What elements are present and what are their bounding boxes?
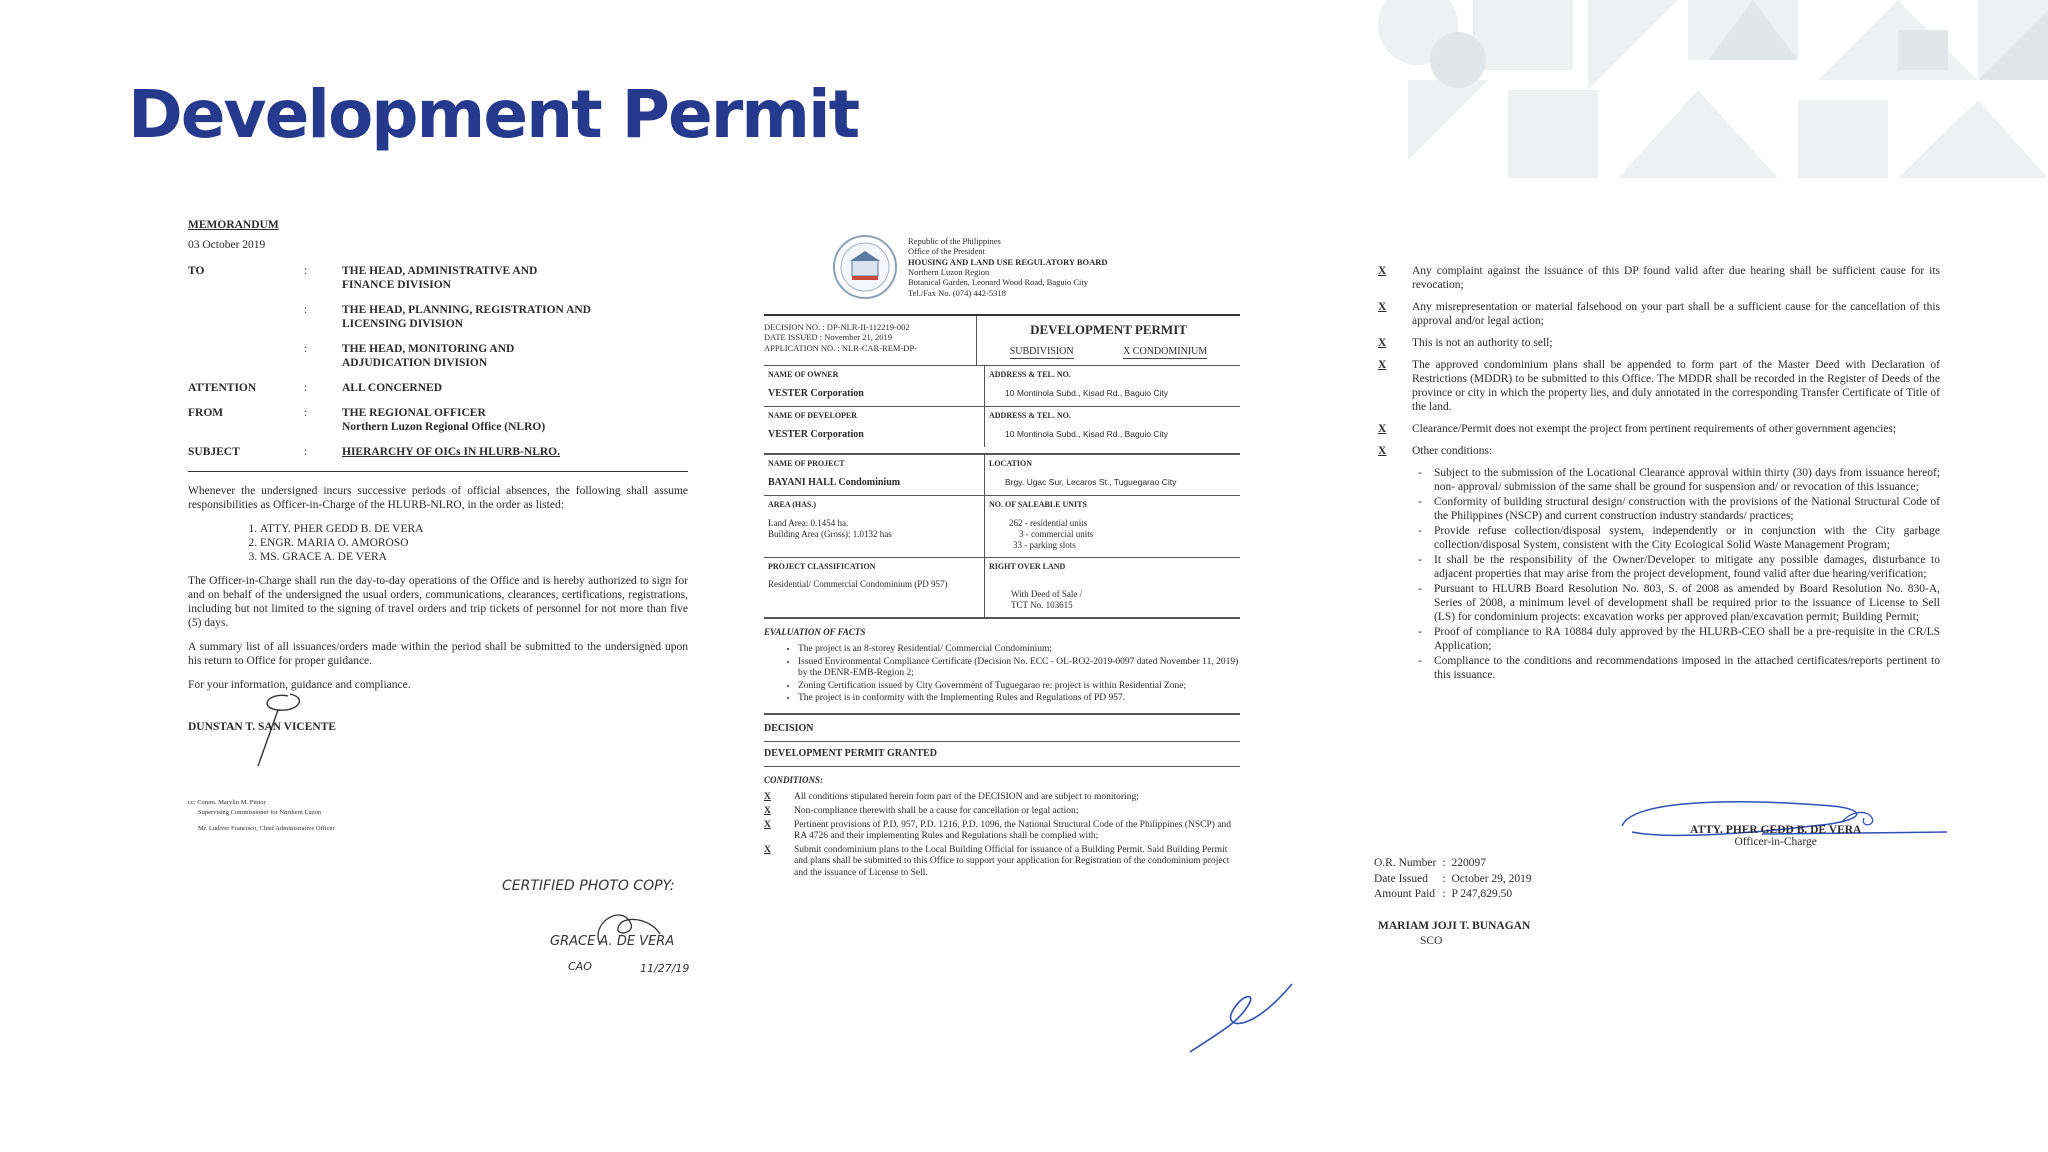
certified-signature-icon (590, 904, 670, 964)
memo-paragraph: The Officer-in-Charge shall run the day-to-day operations of the Office and is hereby authorized to sign for and on behalf of the undersigned the usual orders, communications, clearances, certifications, registrations, including but not limited to the signing of travel orders and trip tickets of personnel for not more than five (5) days. (188, 575, 688, 630)
list-item: • Issued Environmental Compliance Certificate (Decision No. ECC - OL-RO2-2019-0097 dated November 11, 2019) by the DENR-EMB-Region 2; (798, 657, 1240, 680)
decision-no: DECISION NO. : DP-NLR-II-112219-002 (764, 322, 910, 332)
condition-text: Submit condominium plans to the Local Building Official for issuance of a Building Permit. Said Building Permit and plans shall be submitted to this Office to support your application for Registration of the condominium project and the issuance of License to Sell. (794, 844, 1230, 878)
colon: : (304, 446, 308, 459)
memo-signature-block (188, 702, 688, 746)
field-label: NAME OF OWNER (768, 370, 839, 380)
right-over-land: With Deed of Sale / (1011, 589, 1083, 600)
cc-line: cc: Comm. Marylin M. Pintor (188, 799, 266, 807)
condition-item (1378, 422, 1940, 436)
unit-count: 3 - commercial units (1019, 528, 1094, 539)
other-conditions-list (1434, 466, 1940, 682)
memo-from-label: FROM (188, 407, 224, 420)
table-row (1374, 856, 1538, 872)
field-label: NO. OF SALEABLE UNITS (989, 499, 1087, 509)
header-line: Office of the President (908, 246, 986, 257)
check-mark: X (764, 792, 771, 803)
memo-attention-row (188, 381, 688, 395)
decision-section (764, 713, 1240, 879)
memo-signatory: DUNSTAN T. SAN VICENTE (188, 721, 337, 734)
memo-from-1: THE REGIONAL OFFICER (342, 407, 486, 420)
list-item: - Conformity of building structural design/ construction with the provisions of the National Structural Code of the Philippines (NSCP) and current construction industry standards/ practices; (1434, 495, 1940, 523)
list-item: 3. MS. GRACE A. DE VERA (260, 550, 688, 564)
memo-attention: ALL CONCERNED (342, 382, 443, 395)
hlurb-seal-icon (832, 234, 898, 300)
memo-paragraph: For your information, guidance and compliance. (188, 679, 411, 692)
condition-item (764, 820, 1240, 843)
classification-row (764, 557, 1240, 618)
field-label: NAME OF PROJECT (768, 458, 845, 468)
memo-attention-label: ATTENTION (188, 382, 257, 395)
list-item: • The project is an 8-storey Residential/ Commercial Condominium; (798, 644, 1240, 656)
field-label: AREA (HAS.) (768, 499, 817, 509)
certified-role: CAO (568, 960, 592, 973)
memo-to-row-3 (188, 342, 688, 370)
permit-type-options (985, 346, 1232, 359)
permit-ref-numbers (764, 316, 976, 365)
field-label: PROJECT CLASSIFICATION (768, 561, 876, 571)
developer-cell (764, 407, 984, 447)
memo-heading: MEMORANDUM (188, 219, 279, 231)
memo-to-recipient: THE HEAD, ADMINISTRATIVE AND FINANCE DIVISION (342, 265, 538, 292)
owner-row (764, 365, 1240, 406)
units-cell (984, 496, 1240, 557)
location-cell (984, 455, 1240, 495)
check-mark: X (764, 819, 771, 830)
receipt-label: Date Issued (1374, 872, 1428, 885)
list-item: • The project is in conformity with the Implementing Rules and Regulations of PD 957. (798, 693, 1240, 705)
condition-text: This is not an authority to sell; (1412, 337, 1553, 350)
application-no: APPLICATION NO. : NLR-CAR-REM-DP- (764, 342, 918, 353)
project-cell (764, 455, 984, 495)
check-mark: X (1378, 337, 1387, 350)
check-mark: X (1378, 423, 1387, 436)
condition-text: Clearance/Permit does not exempt the project from pertinent requirements of other government agencies; (1412, 423, 1897, 436)
decision-text: DEVELOPMENT PERMIT GRANTED (764, 741, 1240, 760)
memo-date: 03 October 2019 (188, 239, 266, 252)
officer-name: ATTY. PHER GEDD B. DE VERA (1690, 824, 1862, 836)
list-item: - Provide refuse collection/disposal system, independently or in conjunction with the City garbage collection/disposal System, consistent with the City Ecological Solid Waste Management Program; (1434, 524, 1940, 552)
condition-item (1378, 300, 1940, 328)
field-label: NAME OF DEVELOPER (768, 410, 858, 420)
condition-item (1378, 264, 1940, 292)
project-classification: Residential/ Commercial Condominium (PD 957) (768, 579, 948, 590)
condition-item (764, 792, 1240, 804)
building-area: Building Area (Gross): 1.0132 has (768, 528, 892, 539)
condition-text: Any misrepresentation or material falsehood on your part shall be a sufficient cause for the cancellation of this approval and/or legal action; (1412, 301, 1940, 328)
memo-from-2: Northern Luzon Regional Office (NLRO) (342, 421, 546, 434)
list-item: - It shall be the responsibility of the Owner/Developer to mitigate any possible damages, disturbance to adjacent properties that may arise from the project development, found valid after due hearing/verification; (1434, 553, 1940, 581)
colon: : (1442, 888, 1446, 901)
evaluation-section (764, 617, 1240, 705)
section-label: DECISION (764, 723, 814, 735)
condition-text: Other conditions: (1412, 445, 1493, 458)
developer-address: 10 Montinola Subd., Kisad Rd., Baguio City (1005, 428, 1169, 439)
header-line: Botanical Garden, Leonard Wood Road, Baguio City (908, 277, 1088, 288)
table-row (1374, 887, 1538, 903)
option-condominium: X CONDOMINIUM (1123, 346, 1207, 359)
project-location: Brgy. Ugac Sur, Lecaros St., Tuguegarao City (1005, 476, 1177, 487)
field-label: LOCATION (989, 458, 1032, 468)
receipt-table (1374, 856, 1538, 903)
permit-agency-lines (908, 236, 1108, 298)
memo-to-row-2 (188, 303, 688, 331)
list-item: 1. ATTY. PHER GEDD B. DE VERA (260, 522, 688, 536)
memo-subject-label: SUBJECT (188, 446, 240, 459)
officer-role: Officer-in-Charge (1734, 836, 1817, 848)
condition-text: Pertinent provisions of P.D. 957, P.D. 1216, P.D. 1096, the National Structural Code of the Philippines (NSCP) and RA 4726 and their implementing Rules and Regulations shall be complied with; (794, 819, 1231, 842)
table-row (1374, 872, 1538, 888)
clerk-name: MARIAM JOJI T. BUNAGAN (1378, 919, 1531, 932)
conditions-page-document (1378, 264, 1940, 683)
amount-paid: P 247,829.50 (1451, 888, 1513, 901)
payment-receipt (1374, 856, 1538, 950)
field-label: ADDRESS & TEL. NO. (989, 370, 1071, 380)
receipt-label: O.R. Number (1374, 857, 1437, 869)
list-item: - Pursuant to HLURB Board Resolution No. 803, S. of 2008 as amended by Board Resolution No. 830-A, Series of 2008, a minimum level of development shall be required prior to the issuance of License to Sell (LS) for condominium projects: excavation works per approved plan/excavation permit; Building Permit; (1434, 582, 1940, 624)
memo-to-recipient: THE HEAD, MONITORING AND ADJUDICATION DIVISION (342, 343, 515, 370)
developer-row (764, 406, 1240, 447)
memo-subject: HIERARCHY OF OICs IN HLURB-NLRO. (342, 446, 560, 459)
memo-cc (188, 798, 688, 833)
colon: : (304, 304, 308, 317)
check-mark: X (1378, 301, 1387, 314)
right-over-land-cell (984, 558, 1240, 618)
list-item: - Compliance to the conditions and recommendations imposed in the attached certificates/reports pertinent to this issuance. (1434, 654, 1940, 682)
permit-header (764, 232, 1240, 314)
memo-to-recipient: THE HEAD, PLANNING, REGISTRATION AND LICENSING DIVISION (342, 304, 591, 331)
header-line: Northern Luzon Region (908, 267, 990, 278)
development-permit-document (764, 232, 1240, 881)
tct-number: TCT No. 103615 (1011, 600, 1073, 611)
owner-address-cell (984, 366, 1240, 406)
header-line: HOUSING AND LAND USE REGULATORY BOARD (908, 256, 1108, 267)
condition-item (764, 806, 1240, 818)
memo-paragraph: A summary list of all issuances/orders made within the period shall be submitted to the undersigned upon his return to Office for proper guidance. (188, 641, 688, 668)
colon: : (304, 407, 308, 420)
developer-name: VESTER Corporation (768, 428, 864, 440)
memorandum-document (188, 218, 688, 834)
unit-count: 33 - parking slots (1013, 539, 1076, 550)
condition-text: Non-compliance therewith shall be a cause for cancellation or legal action; (794, 805, 1079, 816)
land-area: Land Area: 0.1454 ha. (768, 517, 849, 528)
check-mark: X (1378, 445, 1387, 458)
section-label: EVALUATION OF FACTS (764, 627, 866, 638)
date-issued: October 29, 2019 (1451, 872, 1532, 885)
colon: : (1442, 872, 1446, 885)
cc-line: Mr. Ludiver Francisco, Chief Administrative Officer (198, 824, 335, 832)
certified-name: GRACE A. DE VERA (550, 934, 675, 949)
date-issued: DATE ISSUED : November 21, 2019 (764, 332, 892, 343)
field-label: ADDRESS & TEL. NO. (989, 410, 1071, 420)
colon: : (304, 382, 308, 395)
permit-ref-row (764, 314, 1240, 365)
permit-type (976, 316, 1240, 365)
condition-text: The approved condominium plans shall be appended to form part of the Master Deed with Declaration of Restrictions (MDDR) to be submitted to this Office. The MDDR shall be recorded in the Register of Deeds of the province or city in which the property lies, and duly annotated in the corresponding Transfer Certificate of Title of the land. (1412, 359, 1940, 414)
area-row (764, 495, 1240, 557)
unit-count: 262 - residential units (1009, 517, 1088, 528)
list-item: • Zoning Certification issued by City Government of Tuguegarao re: project is within Residential Zone; (798, 681, 1240, 693)
check-mark: X (764, 844, 771, 855)
colon: : (304, 265, 308, 278)
oic-list (260, 522, 688, 564)
certified-date: 11/27/19 (640, 962, 690, 975)
check-mark: X (1378, 265, 1387, 277)
classification-cell (764, 558, 984, 618)
memo-subject-row (188, 445, 688, 459)
certified-copy-stamp: CERTIFIED PHOTO COPY: (502, 878, 675, 894)
list-item: 2. ENGR. MARIA O. AMOROSO (260, 536, 688, 550)
condition-item (1378, 444, 1940, 458)
memo-to-row-1 (188, 264, 688, 292)
check-mark: X (764, 805, 771, 816)
condition-item (1378, 358, 1940, 414)
condition-text: All conditions stipulated herein form part of the DECISION and are subject to monitoring; (794, 792, 1139, 803)
facts-list (798, 644, 1240, 705)
list-item: - Subject to the submission of the Locational Clearance approval within thirty (30) days from issuance hereof; non- approval/ submission of the same shall be ground for suspension and/ or revocation of this issuance; (1434, 466, 1940, 494)
divider (188, 471, 688, 472)
area-cell (764, 496, 984, 557)
colon: : (1442, 857, 1446, 869)
project-name: BAYANI HALL Condominium (768, 476, 901, 488)
condition-item (1378, 336, 1940, 350)
memo-to-label: TO (188, 265, 205, 278)
page-title: Development Permit (128, 76, 859, 153)
project-row (764, 453, 1240, 495)
condition-item (764, 845, 1240, 880)
header-line: Republic of the Philippines (908, 236, 1001, 246)
receipt-label: Amount Paid (1374, 888, 1436, 901)
condition-text: Any complaint against the issuance of this DP found valid after due hearing shall be sufficient cause for its revocation; (1412, 265, 1940, 292)
clerk-role: SCO (1420, 935, 1443, 948)
memo-paragraph: Whenever the undersigned incurs successive periods of official absences, the following shall assume responsibilities as Officer-in-Charge of the HLURB-NLRO, in the order as listed: (188, 485, 688, 512)
blue-signature-icon (1180, 982, 1300, 1056)
cc-line: Supervising Commissioner for Northern Luzon (198, 809, 322, 817)
colon: : (304, 343, 308, 356)
officer-block (1690, 824, 1861, 848)
section-label: CONDITIONS: (764, 766, 1240, 786)
owner-name: VESTER Corporation (768, 387, 864, 399)
memo-from-row (188, 406, 688, 434)
field-label: RIGHT OVER LAND (989, 561, 1066, 571)
owner-address: 10 Montinola Subd., Kisad Rd., Baguio City (1005, 387, 1169, 398)
or-number: 220097 (1451, 857, 1486, 869)
decorative-pattern (1378, 0, 2048, 178)
option-subdivision: SUBDIVISION (1010, 346, 1074, 359)
owner-cell (764, 366, 984, 406)
developer-address-cell (984, 407, 1240, 447)
check-mark: X (1378, 359, 1387, 372)
list-item: - Proof of compliance to RA 10884 duly approved by the HLURB-CEO shall be a pre-requisite in the CR/LS Application; (1434, 625, 1940, 653)
permit-title: DEVELOPMENT PERMIT (1030, 322, 1187, 337)
header-line: Tel./Fax No. (074) 442-5318 (908, 287, 1006, 298)
